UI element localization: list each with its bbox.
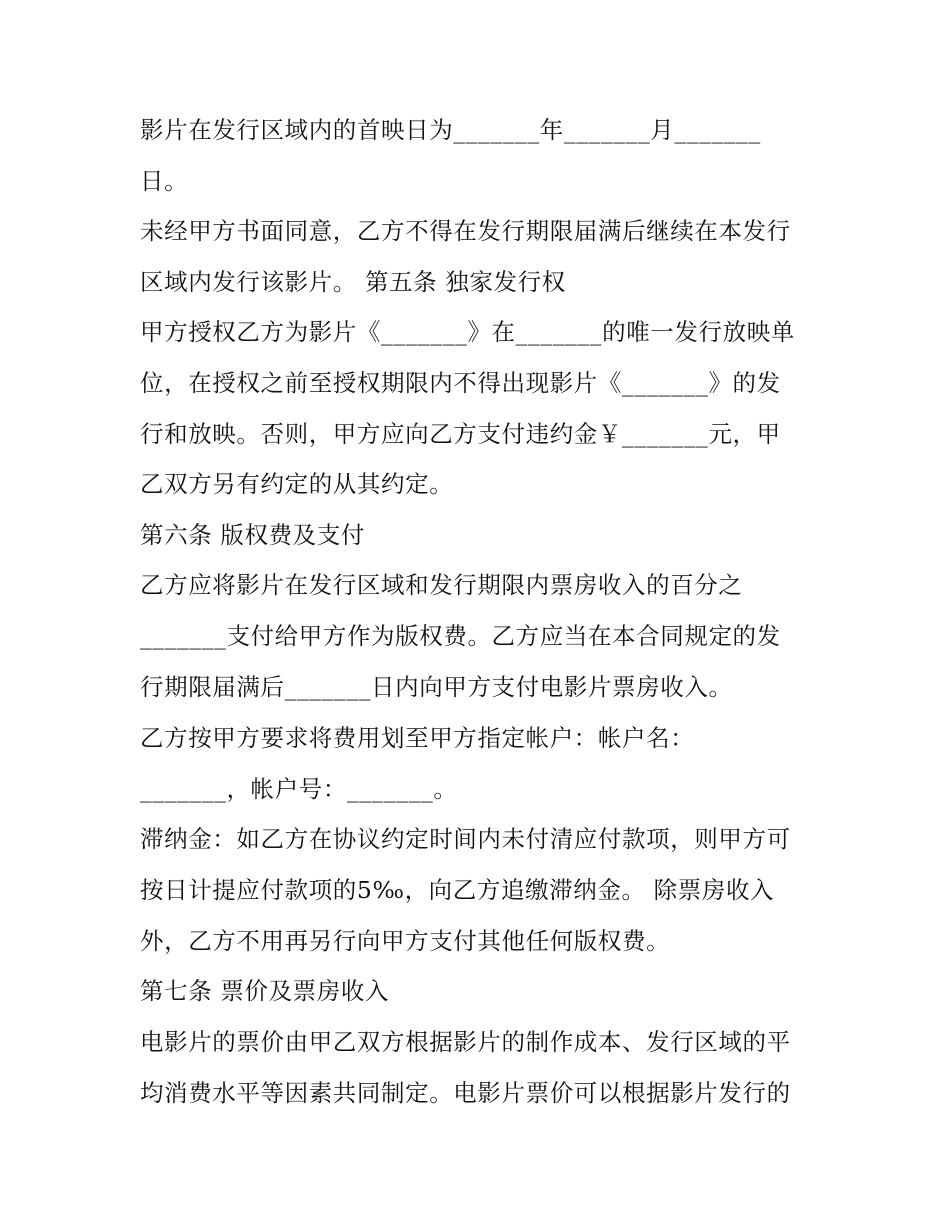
text-line: 按日计提应付款项的5‰，向乙方追缴滞纳金。 除票房收入 — [140, 876, 775, 904]
text-line: 乙方应将影片在发行区域和发行期限内票房收入的百分之 — [140, 571, 743, 599]
text-line: 行期限届满后_______日内向甲方支付电影片票房收入。 — [140, 673, 733, 701]
text-line: 乙双方另有约定的从其约定。 — [140, 470, 454, 498]
text-line: 乙方按甲方要求将费用划至甲方指定帐户：帐户名： — [140, 724, 695, 752]
section-heading: 第六条 版权费及支付 — [140, 521, 365, 549]
text-line: 区域内发行该影片。 第五条 独家发行权 — [140, 268, 566, 296]
text-line: 滞纳金：如乙方在协议约定时间内未付清应付款项，则甲方可 — [140, 825, 791, 853]
text-line: 未经甲方书面同意，乙方不得在发行期限届满后继续在本发行 — [140, 217, 791, 245]
text-line: _______支付给甲方作为版权费。乙方应当在本合同规定的发 — [140, 622, 781, 650]
text-line: 电影片的票价由甲乙双方根据影片的制作成本、发行区域的平 — [140, 1028, 791, 1056]
text-line: 位，在授权之前至授权期限内不得出现影片《_______》的发 — [140, 369, 781, 397]
text-line: 均消费水平等因素共同制定。电影片票价可以根据影片发行的 — [140, 1079, 791, 1107]
text-line: 甲方授权乙方为影片《_______》在_______的唯一发行放映单 — [140, 318, 795, 346]
text-line: 日。 — [140, 167, 189, 195]
text-line: 外，乙方不用再另行向甲方支付其他任何版权费。 — [140, 927, 671, 955]
text-line: _______，帐户号：_______。 — [140, 775, 458, 803]
text-line: 影片在发行区域内的首映日为_______年_______月_______ — [140, 116, 761, 144]
text-line: 行和放映。否则，甲方应向乙方支付违约金￥_______元，甲 — [140, 420, 781, 448]
section-heading: 第七条 票价及票房收入 — [140, 977, 390, 1005]
